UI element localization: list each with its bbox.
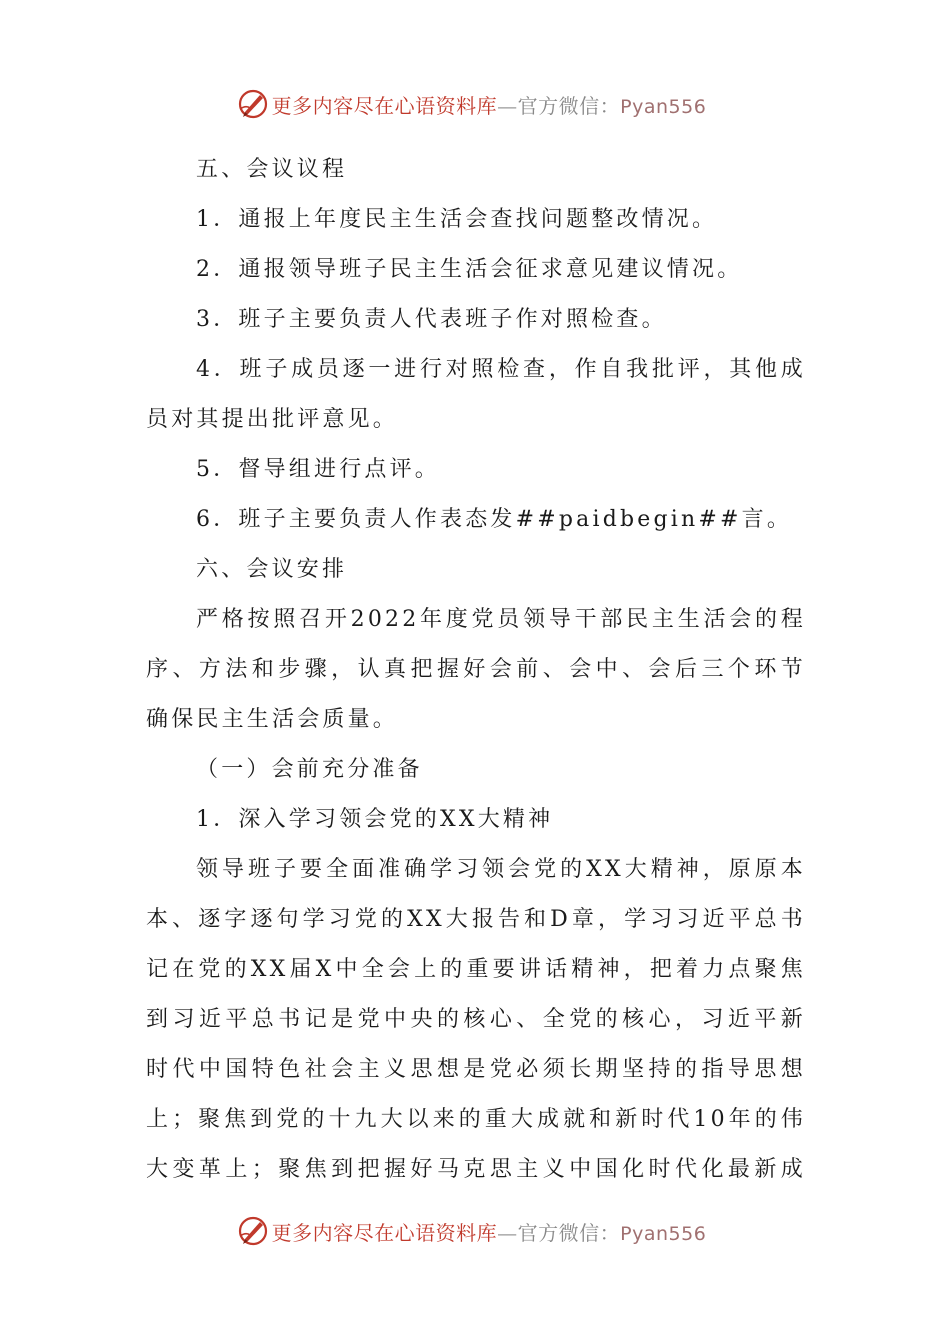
paragraph-line: 到习近平总书记是党中央的核心、全党的核心，习近平新: [146, 1007, 806, 1032]
paragraph-line: 上；聚焦到党的十九大以来的重大成就和新时代10年的伟: [146, 1107, 806, 1132]
watermark-inner: [236, 87, 707, 121]
watermark-brand: 更多内容尽在心语资料库: [271, 1220, 498, 1245]
watermark-sub: 官方微信：: [517, 1220, 621, 1245]
document-body: [146, 145, 806, 1195]
watermark-text: [272, 1217, 707, 1246]
header-watermark: [0, 84, 950, 124]
paragraph-line: 序、方法和步骤，认真把握好会前、会中、会后三个环节: [146, 657, 806, 682]
item-heading: 1．深入学习领会党的XX大精神: [196, 807, 554, 832]
agenda-item-5: 5．督导组进行点评。: [196, 457, 440, 482]
watermark-id: Pyan556: [620, 1222, 707, 1245]
agenda-item-6: 6．班子主要负责人作表态发##paidbegin##言。: [196, 507, 793, 532]
agenda-item-1: 1．通报上年度民主生活会查找问题整改情况。: [196, 207, 718, 232]
paragraph-line: 大变革上；聚焦到把握好马克思主义中国化时代化最新成: [146, 1157, 806, 1182]
watermark-sub: 官方微信：: [517, 93, 621, 118]
footer-watermark: [0, 1211, 950, 1251]
paragraph-line: 记在党的XX届X中全会上的重要讲话精神，把着力点聚焦: [146, 957, 806, 982]
paragraph-line: 领导班子要全面准确学习领会党的XX大精神，原原本: [196, 857, 806, 882]
watermark-brand: 更多内容尽在心语资料库: [271, 93, 498, 118]
watermark-inner: [236, 1214, 707, 1248]
section-heading-agenda: 五、会议议程: [196, 157, 348, 182]
watermark-dash: —: [497, 1220, 518, 1245]
agenda-item-3: 3．班子主要负责人代表班子作对照检查。: [196, 307, 667, 332]
section-heading-arrangement: 六、会议安排: [196, 557, 348, 582]
agenda-item-4-cont: 员对其提出批评意见。: [146, 407, 399, 432]
watermark-text: [272, 90, 707, 119]
pen-circle-logo-icon: [236, 87, 270, 121]
paragraph-line: 本、逐字逐句学习党的XX大报告和D章，学习习近平总书: [146, 907, 806, 932]
pen-circle-logo-icon: [236, 1214, 270, 1248]
subsection-heading: （一）会前充分准备: [196, 757, 423, 782]
paragraph-line: 严格按照召开2022年度党员领导干部民主生活会的程: [196, 607, 806, 632]
paragraph-line: 时代中国特色社会主义思想是党必须长期坚持的指导思想: [146, 1057, 806, 1082]
agenda-item-4: 4．班子成员逐一进行对照检查，作自我批评，其他成: [196, 357, 806, 382]
paragraph-line: 确保民主生活会质量。: [146, 707, 399, 732]
watermark-dash: —: [497, 93, 518, 118]
watermark-id: Pyan556: [620, 95, 707, 118]
agenda-item-2: 2．通报领导班子民主生活会征求意见建议情况。: [196, 257, 743, 282]
